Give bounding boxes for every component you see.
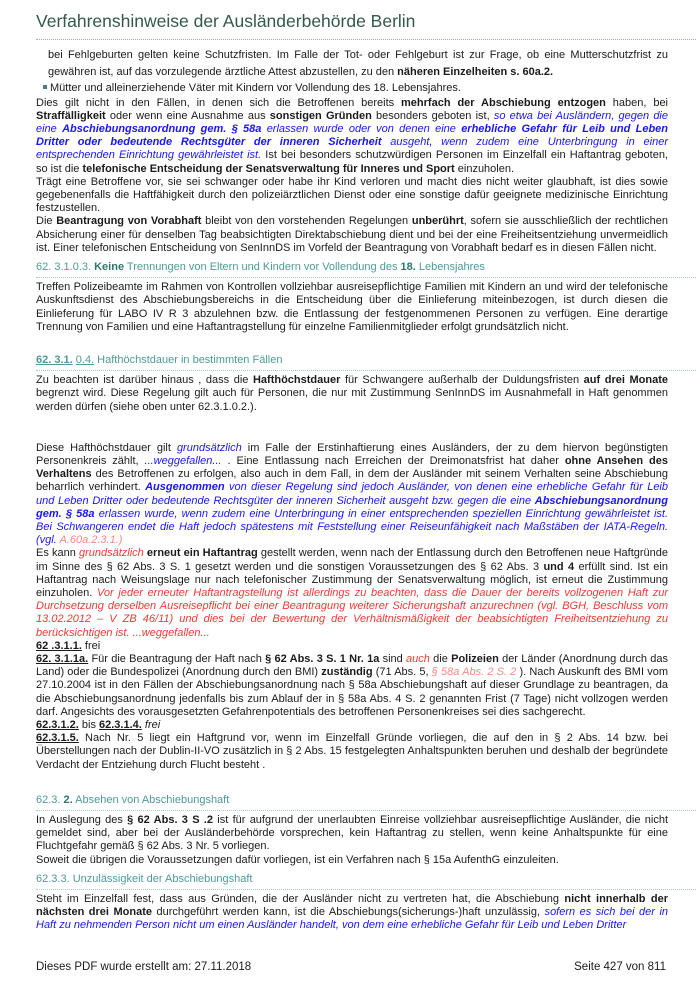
spacer xyxy=(36,414,668,442)
spacer xyxy=(36,334,668,348)
section-heading xyxy=(36,794,696,811)
text-run: unberührt xyxy=(411,215,464,228)
text-run: erlassen wurde oder von denen eine xyxy=(261,122,462,135)
text-run: haben, bei xyxy=(605,96,668,109)
text-run: sonstigen Gründen xyxy=(269,109,372,122)
text-run: Hafthöchstdauer in bestimmten Fällen xyxy=(94,353,283,366)
text-run: von dieser Regelung sind jedoch Ausländer, von denen eine erhebliche Gefahr für Leib und Leben Dritter oder bedeutende Rechtsgüter der inneren Sicherheit ausgeht bzw. gegen die eine xyxy=(36,481,668,507)
text-run: der Länder (Anordnung durch das Land) oder die Bundespolizei (Anordnung durch den BMI) xyxy=(36,653,669,679)
bullet-square-icon xyxy=(43,85,47,89)
text-run: § 62 Abs. 3 S. 1 Nr. 1a xyxy=(265,653,380,666)
text-run: Für die Beantragung der Haft nach xyxy=(88,653,266,666)
text-run: Lebensjahres xyxy=(415,260,485,273)
text-run: erhebliche Gefahr für Leib und Leben Dritter oder bedeutende Rechtsgüter der inneren Sicherheit xyxy=(36,122,668,149)
paragraph xyxy=(36,547,668,639)
text-run: die xyxy=(429,653,452,666)
page-title: Verfahrenshinweise der Ausländerbehörde Berlin xyxy=(36,10,696,40)
text-run: ...weggefallen... xyxy=(144,454,222,467)
text-run: mehrfach der Abschiebung entzogen xyxy=(401,96,606,109)
text-run: gestellt werden, wenn nach der Entlassung durch den Betroffenen neue Haftgründe im Sinne des § 62 Abs. 3 S. 1 gesetzt werden und die sonstigen Voraussetzungen des § 62 Abs. 3 xyxy=(36,547,668,573)
text-run: Trennungen von Eltern und Kindern vor Vollendung des xyxy=(124,260,401,273)
text-run: Polizeien xyxy=(451,653,499,666)
text-run: ist für aufgrund der unerlaubten Einreise vollziehbar ausreisepflichtige Ausländer, die nicht gemeldet sind, aber bei der Ausländerbehörde vorsprechen, kein Haftantrag zu stellen, wenn keine Anhaltspunkte für eine Fluchtgefahr gemäß § 62 Abs. 3 Nr. 5 vorliegen. xyxy=(36,814,668,853)
section-heading xyxy=(36,261,696,278)
spacer xyxy=(36,772,668,788)
text-run: ausgeht, wenn zudem eine Unterbringung in einer entsprechenden Einrichtung gewährleistet ist. xyxy=(36,136,669,162)
text-run: zuständig xyxy=(321,666,373,679)
page-footer xyxy=(36,961,666,974)
text-run: frei xyxy=(141,719,161,732)
paragraph xyxy=(36,653,668,719)
text-run: im Falle der Erstinhaftierung eines Ausländers, der zu dem hiervon begünstigten Personenkreis zählt, xyxy=(36,441,669,467)
text-run: begrenzt wird. Diese Regelung gilt auch für Personen, die nur mit Zustimmung SenInnDS im Ausnahmefall in Haft genommen werden dürfen (siehe oben unter 62.3.1.0.2.). xyxy=(36,387,668,413)
text-run: Steht im Einzelfall fest, dass aus Gründen, die der Ausländer nicht zu vertreten hat, die Abschiebung xyxy=(36,893,565,906)
text-run: 18. xyxy=(400,260,416,273)
text-run: grundsätzlich xyxy=(176,441,242,454)
text-run: telefonische Entscheidung der Senatsverwaltung für Inneres und Sport xyxy=(82,162,455,175)
paragraph xyxy=(36,281,668,334)
text-run: Ist bei besonders schutzwürdigen Personen im Einzelfall ein Haftantrag geboten, so ist die xyxy=(36,149,669,175)
text-run: nicht innerhalb der nächsten drei Monate xyxy=(36,893,668,919)
paragraph xyxy=(48,47,668,80)
text-run: Trägt eine Betroffene vor, sie sei schwanger oder habe ihr Kind verloren und macht dies nicht weiter glaubhaft, ist dies sowie gegebenenfalls die Haftfähigkeit durch den polizeiärztlichen Dienst oder eine sonstige dafür geeignete medizinische Einrichtung festzustellen. xyxy=(36,175,668,215)
text-run: grundsätzlich xyxy=(78,547,144,560)
text-run: Nach Nr. 5 liegt ein Haftgrund vor, wenn im Einzelfall Gründe vorliegen, die auf den in § 2 Abs. 14 bzw. bei Überstellungen nach der Dublin-II-VO zusätzlich in § 2 Abs. 15 festgelegten Anhaltspunkten beruhen und deshalb der begründete Verdacht der Entziehung durch Flucht besteht . xyxy=(36,732,668,771)
text-run: 0.4. xyxy=(75,353,95,366)
paragraph xyxy=(36,719,668,732)
text-run: Keine xyxy=(94,260,125,273)
text-run: und 4 xyxy=(543,560,575,573)
text-run: Ausgenommen xyxy=(145,481,225,494)
text-run: auch xyxy=(406,653,430,666)
text-run: bei Fehlgeburten gelten keine Schutzfristen. Im Falle der Tot- oder Fehlgeburt ist zur Frage, ob eine Mutterschutzfrist zu gewähren ist, auf das vorzulegende ärztliche Attest abzustellen, zu den xyxy=(48,49,668,78)
text-run: 62. 3.1.1a. xyxy=(36,653,89,666)
text-run: sofern es sich bei der in Haft zu nehmenden Person nicht um einen Ausländer handelt, von dem eine erhebliche Gefahr für Leib und Leben Dritter xyxy=(36,906,668,932)
text-run: für Schwangere außerhalb der Duldungsfristen xyxy=(340,374,584,387)
text-run: Es kann xyxy=(36,547,79,560)
text-run: auf drei Monate xyxy=(583,374,668,387)
text-run: 62.3.1.2. xyxy=(36,719,79,732)
text-run: . Eine Entlassung nach Erreichen der Dreimonatsfrist hat daher xyxy=(221,454,565,467)
section-heading xyxy=(36,873,696,890)
text-run: besonders geboten ist, xyxy=(371,109,494,122)
text-run: Zu beachten ist darüber hinaus , dass die xyxy=(36,374,253,387)
text-run: 62 .3.1.1. xyxy=(36,639,82,652)
text-run: sind xyxy=(379,653,407,666)
text-run: erfüllt sind. Ist ein Haftantrag nach Weisungslage nur nach telefonischer Zustimmung der Senatsverwaltung möglich, ist erneut die Zustimmung einzuholen. xyxy=(36,560,668,599)
text-run: ohne Ansehen des Verhaltens xyxy=(36,454,669,481)
text-run: ). Nach Auskunft des BMI vom 27.10.2004 ist in den Fällen der Abschiebungsanordnung nach § 58a Abschiebungshaft auf dieser Grundlage zu beantragen, da die Abschiebungsanordnung jedenfalls bis zum Ablauf der in § 58a Abs. 4 S. 2 genannten Frist (7 Tage) nicht vollzogen werden darf. Angesichts des vorausgesetzten Gefahrenpotentials des betroffenen Personenkreises sei dies sachgerecht. xyxy=(36,666,668,718)
paragraph xyxy=(36,732,668,772)
cross-reference-link[interactable]: § 58a Abs. 2 S. 2 xyxy=(431,666,517,679)
paragraph xyxy=(36,640,668,653)
paragraph xyxy=(36,97,668,176)
text-run: In Auslegung des xyxy=(36,814,128,827)
text-run: so etwa bei Ausländern, gegen die eine xyxy=(36,109,668,135)
paragraph xyxy=(36,854,668,867)
text-run: einzuholen. xyxy=(454,162,515,175)
text-run: bleibt von den vorstehenden Regelungen xyxy=(201,215,412,228)
paragraph xyxy=(36,215,668,255)
text-run: 62. 3.1.0.3. xyxy=(36,260,95,273)
text-run: erneut ein Haftantrag xyxy=(146,547,258,560)
text-run: 62.3. xyxy=(36,793,64,806)
text-run: bis xyxy=(78,719,100,732)
text-run: des Betroffenen zu erfolgen, also auch in dem Fall, in dem der Ausländer mit seinem Verhalten seine Abschiebung beharrlich verhindert. xyxy=(36,468,668,494)
bullet-item xyxy=(43,80,668,97)
text-run: 62.3.1.4. xyxy=(99,719,142,732)
text-run: Straffälligkeit xyxy=(36,109,106,122)
text-run: Treffen Polizeibeamte im Rahmen von Kontrollen vollziehbar ausreisepflichtige Familien mit Kindern an und wird der telefonische Auskunftsdienst des Abschiebungsbereichs in die Entscheidung über die Einlieferung miteinbezogen, ist durch diesen die Einlieferung für LABO IV R 3 abzulehnen bzw. die Entlassung der festgenommenen Personen zu verfügen. Eine derartige Trennung von Familien und eine Haftantragstellung für einzelne Familienmitglieder erfolgt grundsätzlich nicht. xyxy=(36,281,668,333)
text-run: erlassen wurde, wenn zudem eine Unterbringung in einer entsprechenden speziellen Einrichtung gewährleistet ist. Bei Schwangeren endet die Haft jedoch spätestens mit Feststellung einer Reiseunfähigkeit nach Maßstäben der IATA-Regeln. (vgl. xyxy=(36,507,668,547)
text-run: oder wenn eine Ausnahme aus xyxy=(105,109,270,122)
text-run: Absehen von Abschiebungshaft xyxy=(72,793,230,806)
text-run: 62. 3.1. xyxy=(36,353,73,366)
text-run: Beantragung von Vorabhaft xyxy=(56,215,202,228)
paragraph xyxy=(36,893,668,933)
text-run: Abschiebungsanordnung gem. § 58a xyxy=(62,122,262,135)
text-run: 62.3.1.5. xyxy=(36,732,79,745)
cross-reference-link[interactable]: A.60a.2.3.1.) xyxy=(59,534,123,547)
text-run: Vor jeder erneuter Haftantragstellung ist allerdings zu beachten, dass die Dauer der bereits vollzogenen Haft zur Durchsetzung derselben Ausreisepflicht bei einer Beantragung weiterer Sicherungshaft anzurechnen (vgl. BGH, Beschluss vom 13.02.2012 – V ZB 46/11) und dies bei der Bewertung der Verhältnismäßigkeit der beabsichtigten Freiheitsentziehung zu berücksichtigen ist. ...weggefallen... xyxy=(36,587,668,639)
text-run: frei xyxy=(81,639,101,652)
footer-page-number: Seite 427 von 811 xyxy=(574,961,666,973)
text-run: , sofern sie ausschließlich der rechtlichen Absicherung einer für denselben Tag beabsichtigten Direktabschiebung dient und bei der eine Freiheitsentziehung unvermeidlich ist. Einer telefonischen Entscheidung von SenInnDS im Vorfeld der Beantragung von Vorabhaft bedarf es in diesen Fällen nicht. xyxy=(36,215,669,254)
text-run: näheren Einzelheiten s. 60a.2. xyxy=(397,65,554,78)
paragraph xyxy=(36,442,668,548)
text-run: Dies gilt nicht in den Fällen, in denen sich die Betroffenen bereits xyxy=(36,96,402,109)
paragraph xyxy=(36,814,668,854)
text-run: Die xyxy=(36,215,57,228)
text-run: Diese Hafthöchstdauer gilt xyxy=(36,441,177,454)
section-heading xyxy=(36,354,696,371)
text-run: durchgeführt werden kann, ist die Abschiebungs(sicherungs-)haft unzulässig, xyxy=(151,906,545,919)
text-run: § 62 Abs. 3 S .2 xyxy=(127,814,213,827)
text-run: Soweit die übrigen die Voraussetzungen dafür vorliegen, ist ein Verfahren nach § 15a AufenthG einzuleiten. xyxy=(36,853,559,866)
text-run: Hafthöchstdauer xyxy=(252,374,341,387)
text-run: 62.3.3. Unzulässigkeit der Abschiebungshaft xyxy=(36,872,253,885)
text-run: Mütter und alleinerziehende Väter mit Kindern vor Vollendung des 18. Lebensjahres. xyxy=(50,82,461,94)
text-run: (71 Abs. 5, xyxy=(372,666,432,679)
paragraph xyxy=(36,176,668,216)
paragraph xyxy=(36,374,668,414)
text-run: Abschiebungsanordnung gem. § 58a xyxy=(36,494,668,520)
footer-created-date: Dieses PDF wurde erstellt am: 27.11.2018 xyxy=(36,961,252,973)
text-run: 2. xyxy=(63,793,73,806)
document-body xyxy=(36,47,668,933)
